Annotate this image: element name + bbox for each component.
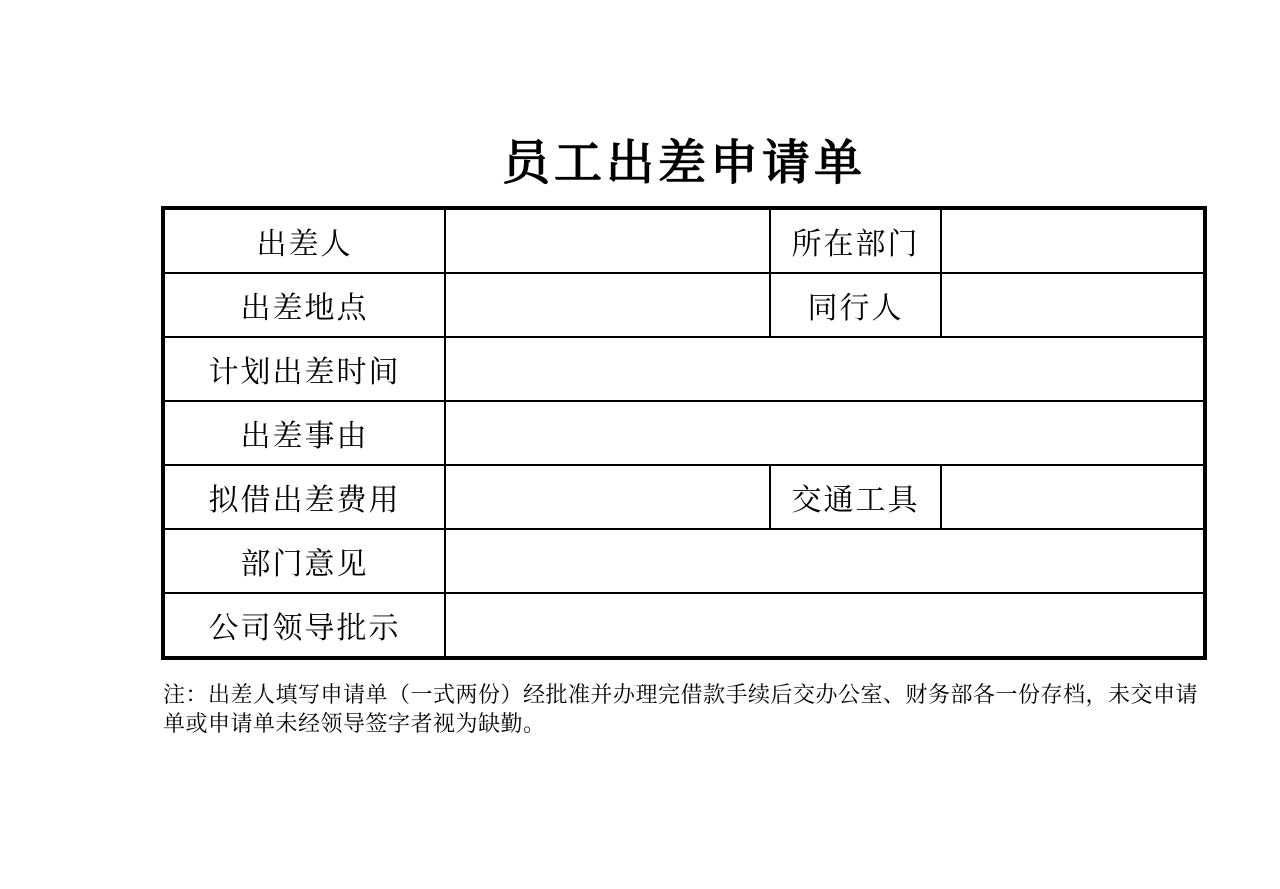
label-department: 所在部门 xyxy=(770,208,941,273)
field-department[interactable] xyxy=(941,208,1205,273)
field-dept-opinion[interactable] xyxy=(445,529,1205,593)
table-row xyxy=(163,529,1205,593)
form-note xyxy=(163,680,1223,738)
trip-application-table xyxy=(161,206,1207,660)
label-destination: 出差地点 xyxy=(163,273,445,337)
field-destination[interactable] xyxy=(445,273,770,337)
form-note-line2: 单或申请单未经领导签字者视为缺勤。 xyxy=(163,711,546,736)
form-title: 员工出差申请单 xyxy=(501,137,866,190)
label-companion: 同行人 xyxy=(770,273,941,337)
table-row xyxy=(163,465,1205,529)
field-planned-time[interactable] xyxy=(445,337,1205,401)
field-reason[interactable] xyxy=(445,401,1205,465)
label-reason: 出差事由 xyxy=(163,401,445,465)
field-transport[interactable] xyxy=(941,465,1205,529)
field-traveler[interactable] xyxy=(445,208,770,273)
label-leader-approval: 公司领导批示 xyxy=(163,593,445,658)
label-expense: 拟借出差费用 xyxy=(163,465,445,529)
table-row xyxy=(163,273,1205,337)
table-row xyxy=(163,208,1205,273)
table-row xyxy=(163,401,1205,465)
label-planned-time: 计划出差时间 xyxy=(163,337,445,401)
table-row xyxy=(163,337,1205,401)
label-transport: 交通工具 xyxy=(770,465,941,529)
label-dept-opinion: 部门意见 xyxy=(163,529,445,593)
field-expense[interactable] xyxy=(445,465,770,529)
table-row xyxy=(163,593,1205,658)
field-leader-approval[interactable] xyxy=(445,593,1205,658)
form-note-line1: 注：出差人填写申请单（一式两份）经批准并办理完借款手续后交办公室、财务部各一份存档，未交申请 xyxy=(163,682,1199,707)
label-traveler: 出差人 xyxy=(163,208,445,273)
field-companion[interactable] xyxy=(941,273,1205,337)
